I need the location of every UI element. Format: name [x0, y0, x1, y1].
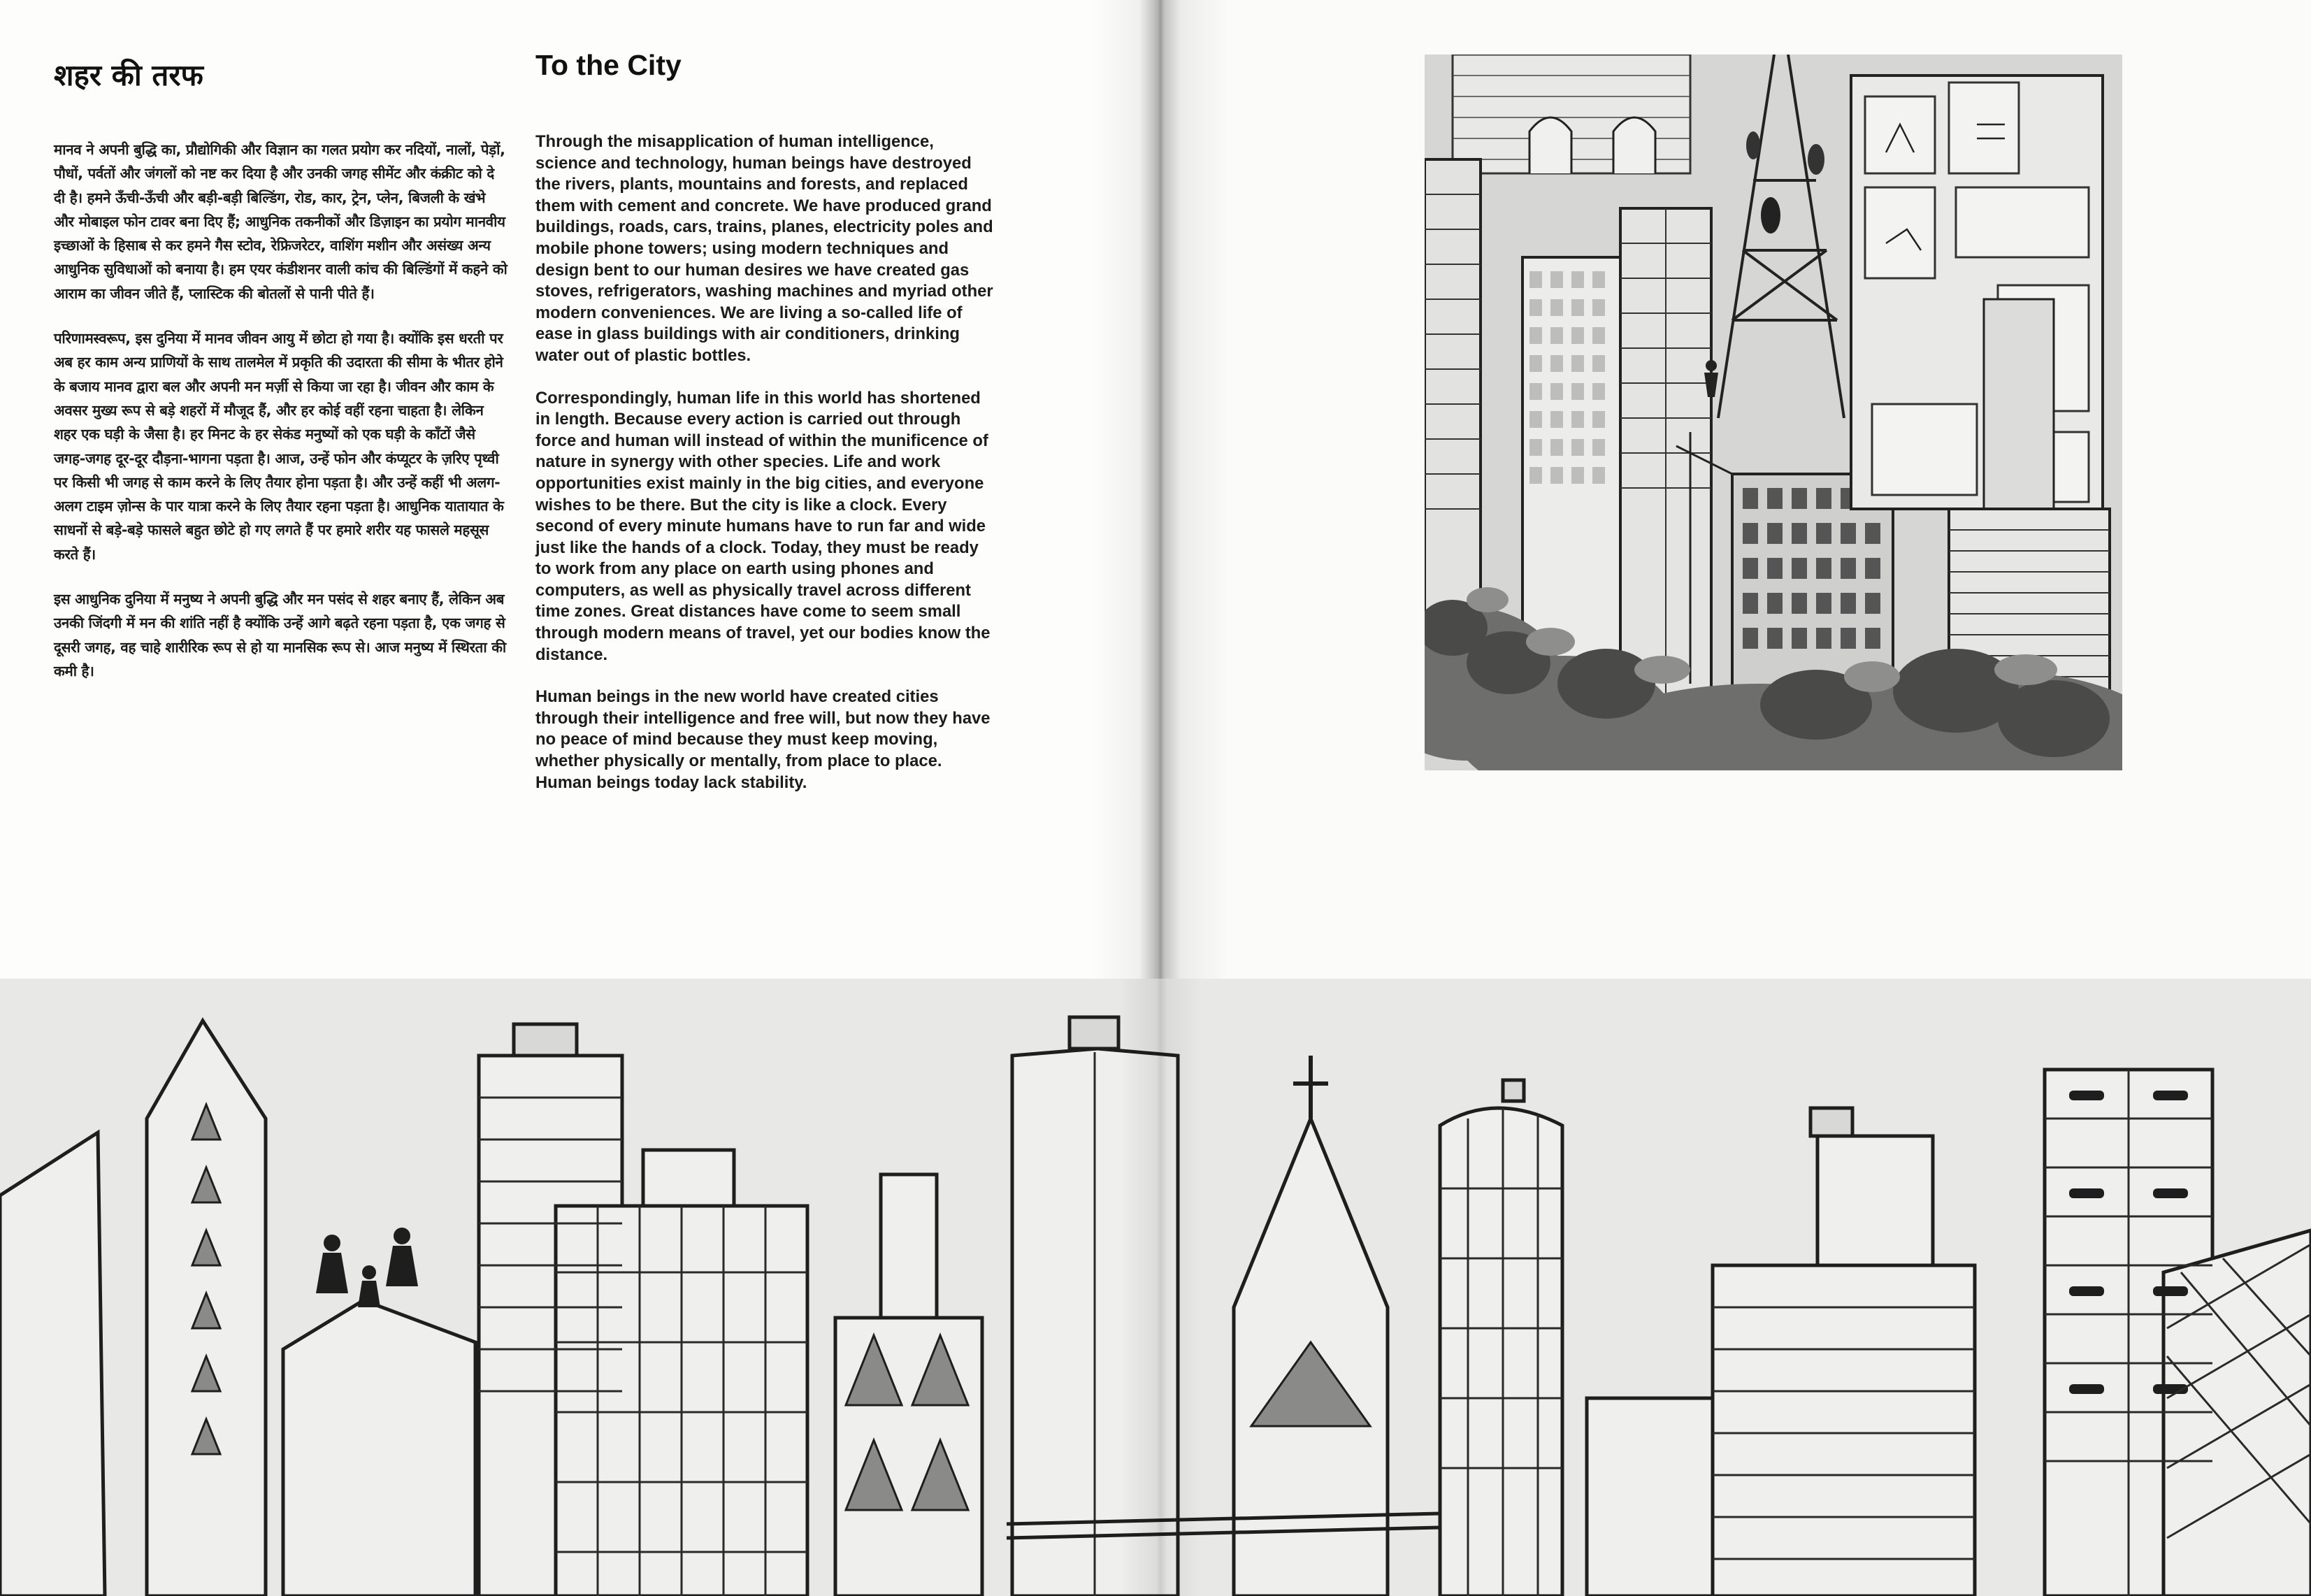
hindi-paragraph-2: परिणामस्वरूप, इस दुनिया में मानव जीवन आयु में छोटा हो गया है। क्योंकि इस धरती पर अब हर काम अन्य प्राणियों के साथ तालमेल में प्रकृति की उदारता की सीमा के भीतर होने के बजाय मानव द्वारा बल और अपनी मन मर्ज़ी से किया जा रहा है। जीवन और काम के अवसर मुख्य रूप से बड़े शहरों में मौजूद हैं, और हर कोई वहीं रहना चाहता है। लेकिन शहर एक घड़ी के जैसा है। हर मिनट के हर सेकंड मनुष्यों को एक घड़ी के काँटों जैसे जगह-जगह दूर-दूर दौड़ना-भागना पड़ता है। आज, उन्हें फोन और कंप्यूटर के ज़रिए पृथ्वी पर किसी भी जगह से काम करने के लिए तैयार होना पड़ता है। और उन्हें कहीं भी अलग-अलग टाइम ज़ोन्स के पार यात्रा करने के लिए तैयार रहना पड़ता है। आधुनिक यातायात के साधनों से बड़े-बड़े फासले बहुत छोटे हो गए लगते हैं पर हमारे शरीर यह फासले महसूस करते हैं। [54, 330, 504, 563]
book-gutter-shadow-lower [1118, 979, 1202, 1596]
hindi-title: शहर की तरफ [54, 58, 203, 92]
english-paragraph-2: Correspondingly, human life in this world has shortened in length. Because every action is carried out through force and human will instead of within the munificence of nature in synergy with other species. Life and work opportunities exist mainly in the big cities, and everyone wishes to be there. But the city is like a clock. Every second of every minute humans have to run far and wide just like the hands of a clock. Today, they must be ready to work from any place on earth using phones and computers, as well as physically travel across different time zones. Great distances have come to seem small through modern means of travel, yet our bodies know the distance. [535, 388, 991, 664]
english-text-column [535, 131, 997, 814]
english-paragraph-3: Human beings in the new world have created cities through their intelligence and free will, but now they have no peace of mind because they must keep moving, whether physically or mentally, from place to place. Human beings today lack stability. [535, 687, 991, 792]
hindi-paragraph-1: मानव ने अपनी बुद्धि का, प्रौद्योगिकी और विज्ञान का गलत प्रयोग कर नदियों, नालों, पेड़ों, पौधों, पर्वतों और जंगलों को नष्ट कर दिया है और उनकी जगह सीमेंट और कंक्रीट को दे दी है। हमने ऊँची-ऊँची और बड़ी-बड़ी बिल्डिंग, रोड, कार, ट्रेन, प्लेन, बिजली के खंभे और मोबाइल फोन टावर बना दिए हैं; आधुनिक तकनीकों और डिज़ाइन का प्रयोग मानवीय इच्छाओं के हिसाब से कर हमने गैस स्टोव, रेफ्रिजरेटर, वाशिंग मशीन और असंख्य अन्य आधुनिक सुविधाओं को बनाया है। हम एयर कंडीशनर वाली कांच की बिल्डिंगों में कहने को आराम का जीवन जीते हैं, प्लास्टिक की बोतलों से पानी पीते हैं। [54, 141, 507, 302]
city-drawing-photo [1425, 55, 2122, 770]
hindi-paragraph-3: इस आधुनिक दुनिया में मनुष्य ने अपनी बुद्धि और मन पसंद से शहर बनाए हैं, लेकिन अब उनकी जिंदगी में मन की शांति नहीं है क्योंकि उन्हें आगे बढ़ते रहना पड़ता है, एक जगह से दूसरी जगह, वह चाहे शारीरिक रूप से हो या मानसिक रूप से। आज मनुष्य में स्थिरता की कमी है। [54, 591, 506, 680]
english-paragraph-1: Through the misapplication of human intelligence, science and technology, human beings have destroyed the rivers, plants, mountains and forests, and replaced them with cement and concrete. We have produced grand buildings, roads, cars, trains, planes, electricity poles and mobile phone towers; using modern techniques and design bent to our human desires we have created gas stoves, refrigerators, washing machines and myriad other modern conveniences. We are living a so-called life of ease in glass buildings with air conditioners, drinking water out of plastic bottles. [535, 132, 993, 365]
english-title: To the City [535, 49, 682, 81]
book-gutter-shadow [1090, 0, 1230, 979]
hindi-text-column [54, 138, 508, 704]
